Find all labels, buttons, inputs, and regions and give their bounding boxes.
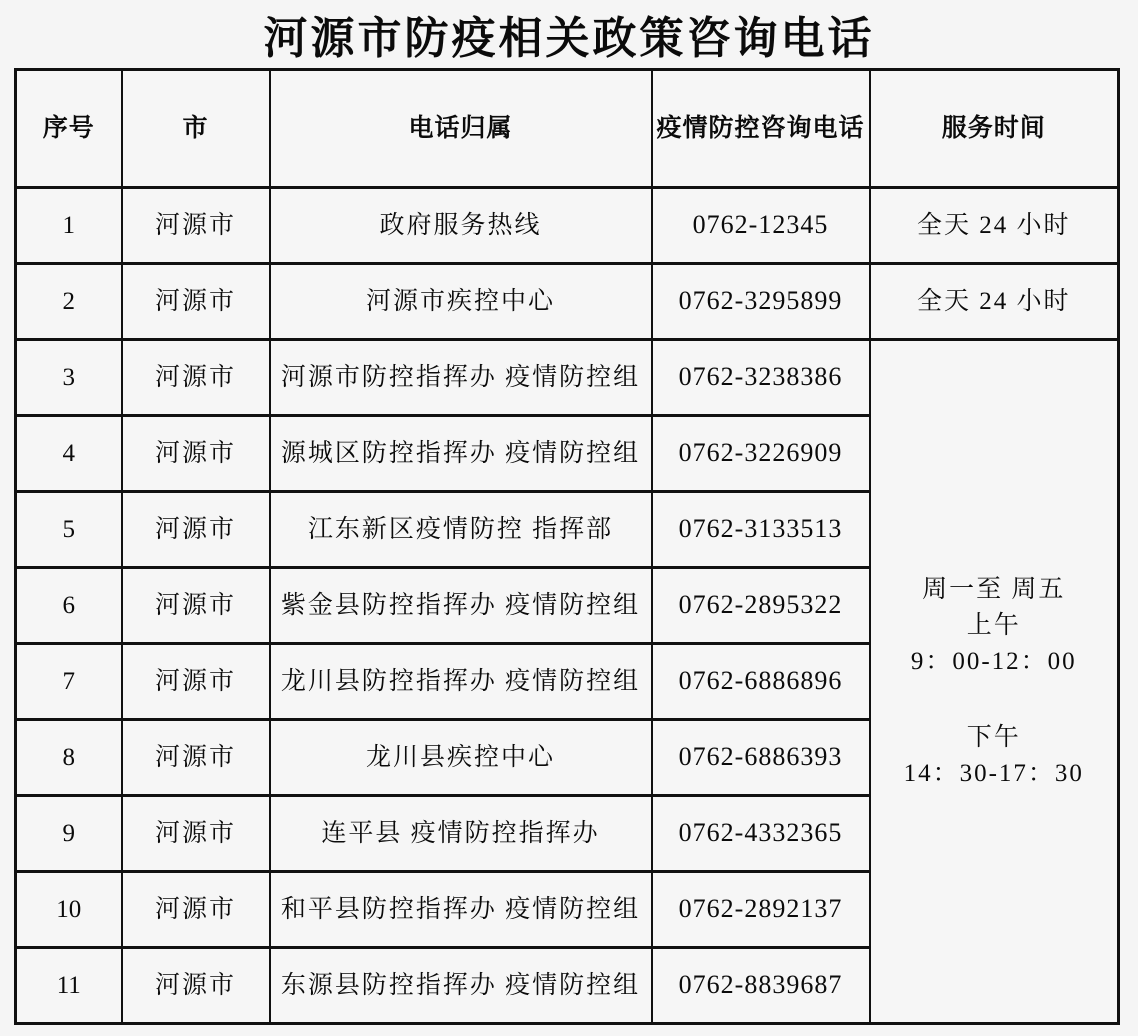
city-cell: 河源市 — [122, 720, 270, 796]
phone-owner-cell: 龙川县防控指挥办 疫情防控组 — [270, 644, 652, 720]
header-cell-city: 市 — [122, 70, 270, 188]
city-cell: 河源市 — [122, 264, 270, 340]
service-time-merged-cell — [870, 340, 1119, 1024]
city-cell: 河源市 — [122, 188, 270, 264]
city-cell: 河源市 — [122, 948, 270, 1024]
header-cell-no: 序号 — [16, 70, 122, 188]
service-afternoon-label: 下午 — [966, 723, 1021, 751]
city-cell: 河源市 — [122, 796, 270, 872]
row-number-cell: 10 — [16, 872, 122, 948]
city-cell: 河源市 — [122, 872, 270, 948]
service-afternoon-time: 14：30-17：30 — [903, 759, 1084, 787]
phone-number-cell: 0762-12345 — [652, 188, 870, 264]
service-morning-label: 上午 — [966, 611, 1021, 639]
phone-number-cell: 0762-4332365 — [652, 796, 870, 872]
phone-number-cell: 0762-2895322 — [652, 568, 870, 644]
row-number-cell: 5 — [16, 492, 122, 568]
row-number-cell: 6 — [16, 568, 122, 644]
phone-owner-cell: 龙川县疾控中心 — [270, 720, 652, 796]
table-row — [16, 340, 1119, 416]
table-row — [16, 188, 1119, 264]
phone-owner-cell: 东源县防控指挥办 疫情防控组 — [270, 948, 652, 1024]
service-morning-time: 9：00-12：00 — [910, 647, 1077, 675]
phone-owner-cell: 源城区防控指挥办 疫情防控组 — [270, 416, 652, 492]
policy-phone-table — [14, 68, 1120, 1025]
phone-owner-cell: 政府服务热线 — [270, 188, 652, 264]
phone-owner-cell: 河源市防控指挥办 疫情防控组 — [270, 340, 652, 416]
header-cell-owner: 电话归属 — [270, 70, 652, 188]
phone-owner-cell: 紫金县防控指挥办 疫情防控组 — [270, 568, 652, 644]
service-afternoon-block — [871, 720, 1118, 792]
phone-number-cell: 0762-3226909 — [652, 416, 870, 492]
phone-number-cell: 0762-6886393 — [652, 720, 870, 796]
city-cell: 河源市 — [122, 492, 270, 568]
service-morning-block — [871, 572, 1118, 680]
row-number-cell: 2 — [16, 264, 122, 340]
service-time-cell: 全天 24 小时 — [870, 188, 1119, 264]
phone-owner-cell: 和平县防控指挥办 疫情防控组 — [270, 872, 652, 948]
city-cell: 河源市 — [122, 568, 270, 644]
row-number-cell: 7 — [16, 644, 122, 720]
phone-owner-cell: 河源市疾控中心 — [270, 264, 652, 340]
table-row — [16, 264, 1119, 340]
phone-number-cell: 0762-6886896 — [652, 644, 870, 720]
phone-number-cell: 0762-3133513 — [652, 492, 870, 568]
phone-number-cell: 0762-2892137 — [652, 872, 870, 948]
row-number-cell: 9 — [16, 796, 122, 872]
header-cell-service: 服务时间 — [870, 70, 1119, 188]
header-cell-phone: 疫情防控咨询电话 — [652, 70, 870, 188]
header-row — [16, 70, 1119, 188]
city-cell: 河源市 — [122, 340, 270, 416]
phone-number-cell: 0762-8839687 — [652, 948, 870, 1024]
row-number-cell: 8 — [16, 720, 122, 796]
phone-number-cell: 0762-3295899 — [652, 264, 870, 340]
phone-number-cell: 0762-3238386 — [652, 340, 870, 416]
row-number-cell: 4 — [16, 416, 122, 492]
phone-owner-cell: 江东新区疫情防控 指挥部 — [270, 492, 652, 568]
row-number-cell: 1 — [16, 188, 122, 264]
service-time-cell: 全天 24 小时 — [870, 264, 1119, 340]
page-title: 河源市防疫相关政策咨询电话 — [263, 14, 875, 63]
city-cell: 河源市 — [122, 644, 270, 720]
row-number-cell: 3 — [16, 340, 122, 416]
row-number-cell: 11 — [16, 948, 122, 1024]
phone-owner-cell: 连平县 疫情防控指挥办 — [270, 796, 652, 872]
city-cell: 河源市 — [122, 416, 270, 492]
service-weekdays: 周一至 周五 — [922, 575, 1066, 603]
